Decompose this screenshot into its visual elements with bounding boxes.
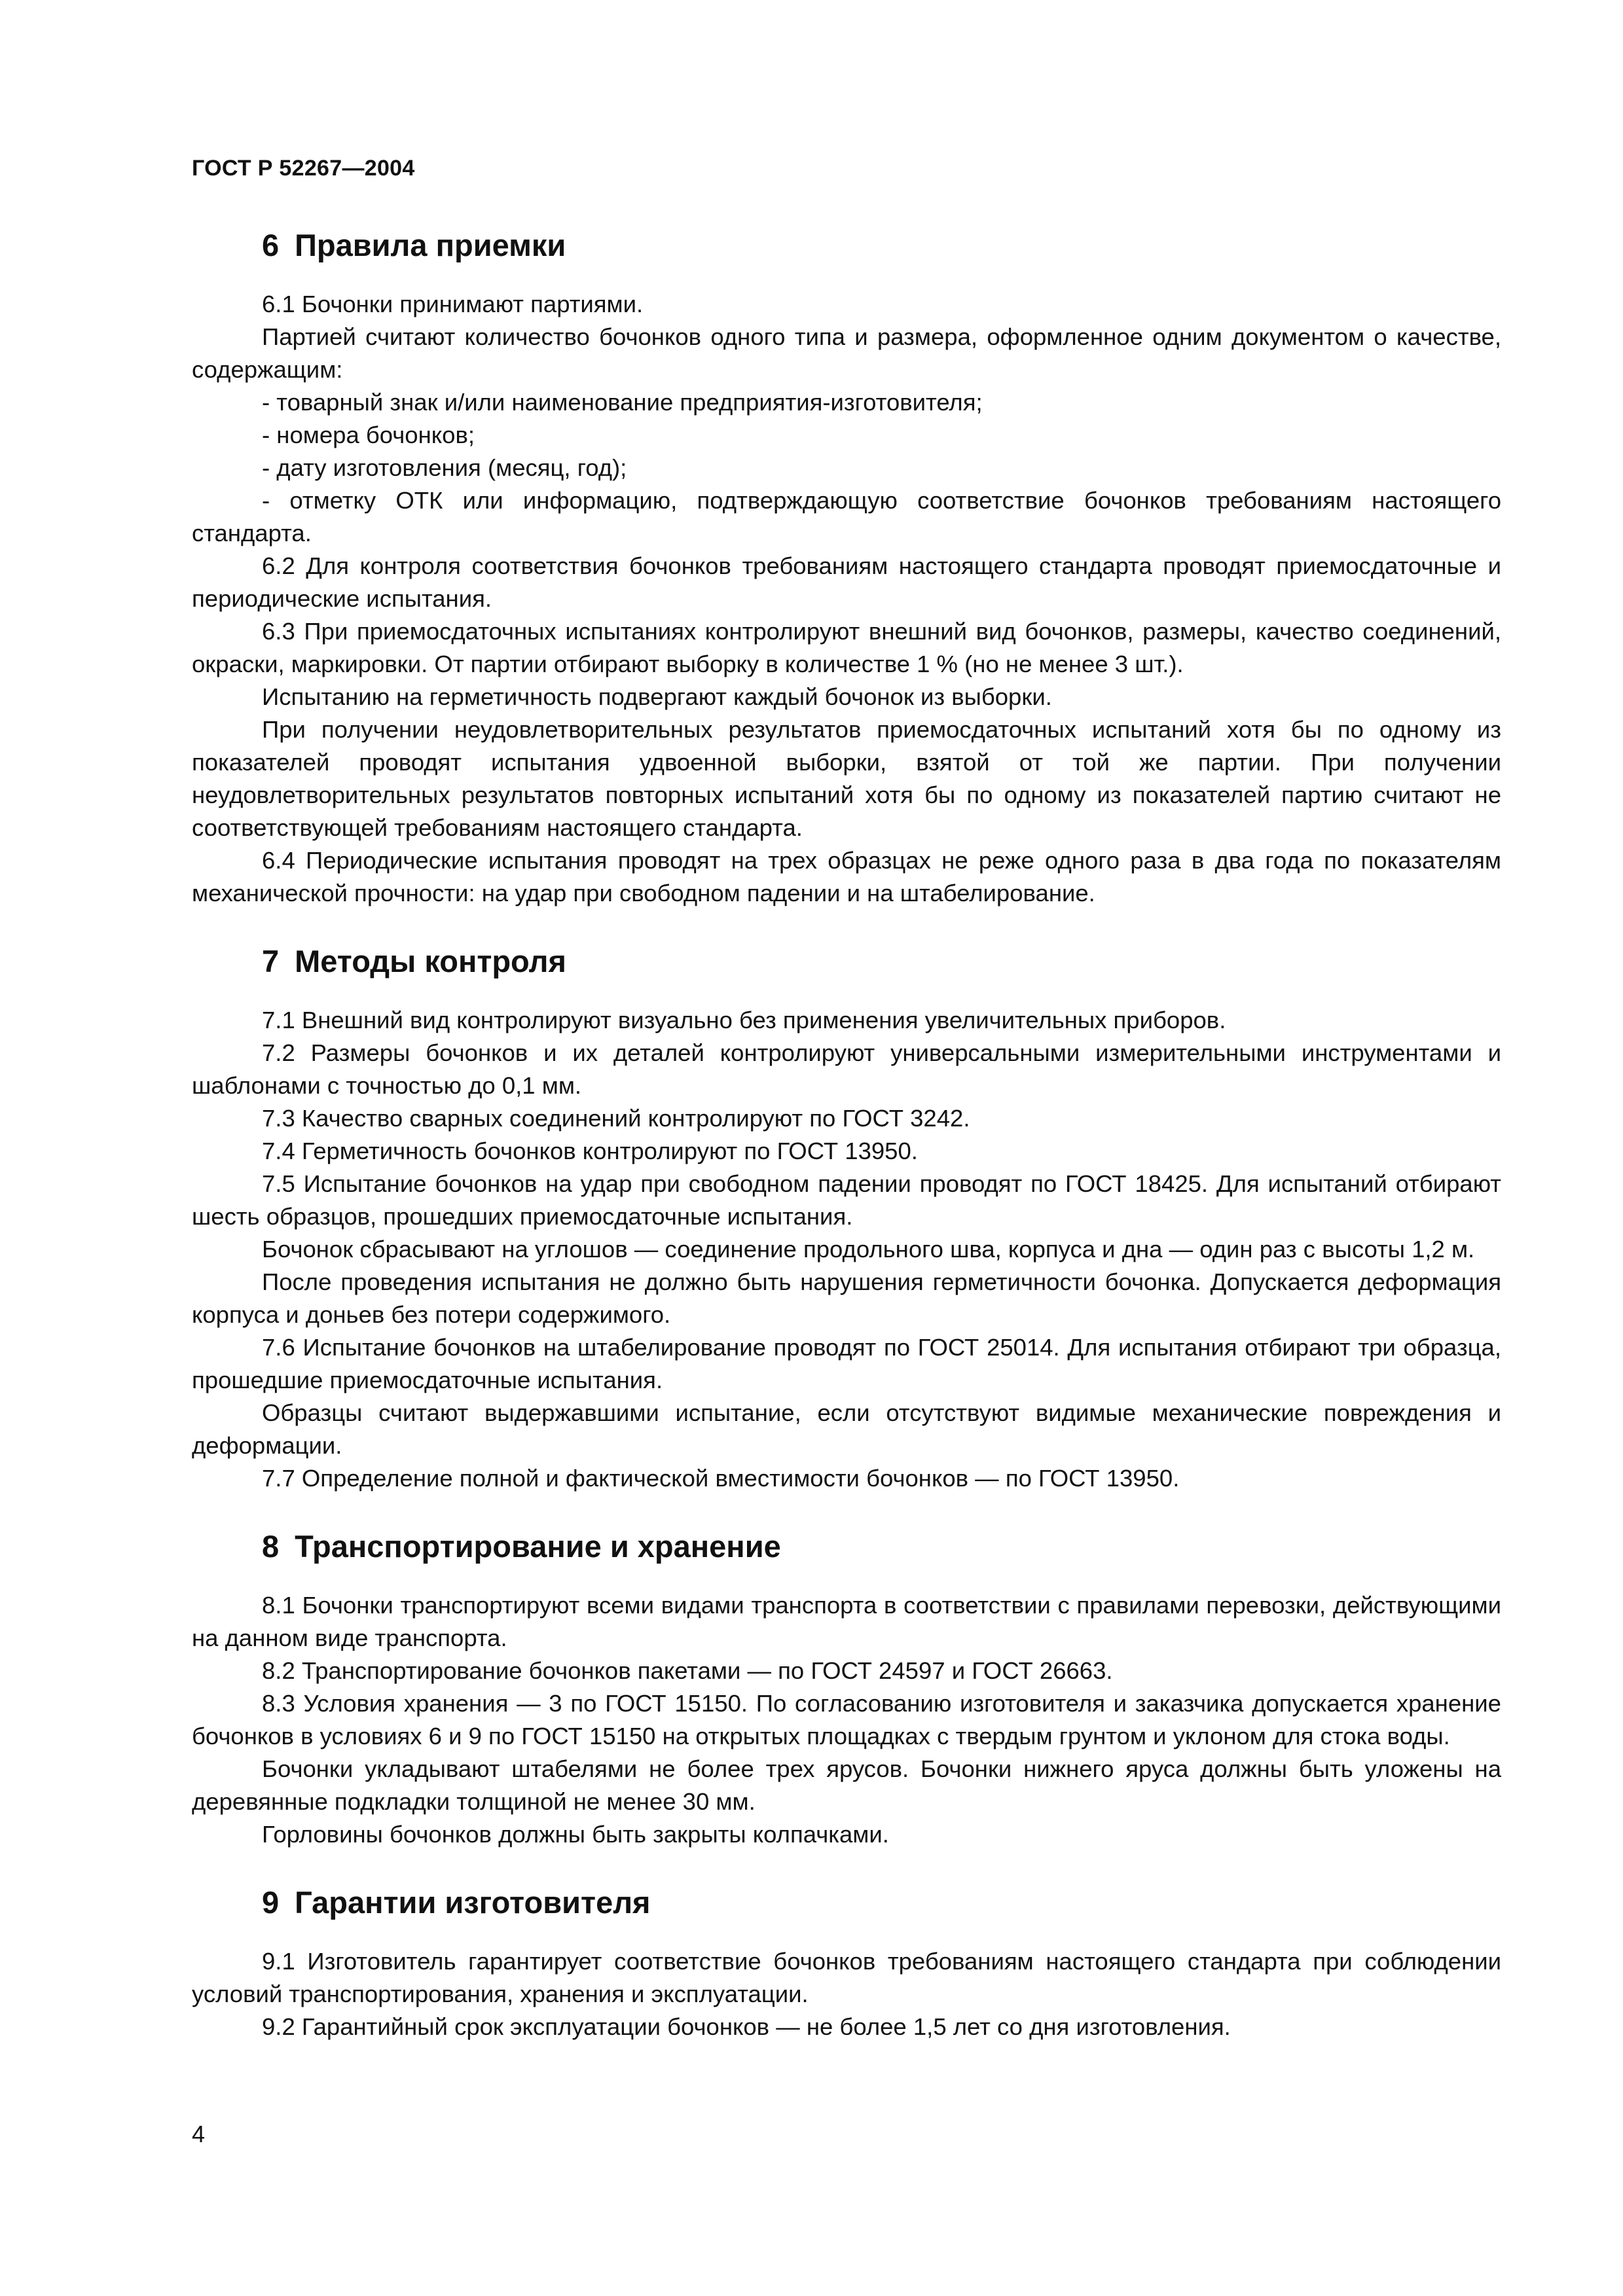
section-heading bbox=[192, 1880, 1501, 1926]
paragraph: При получении неудовлетворительных результатов приемосдаточных испытаний хотя бы по одному из показателей проводят испытания удвоенной выборки, взятой от той же партии. При получении неудовлетворительных результатов повторных испытаний хотя бы по одному из показателей партию считают не соответствующей требованиям настоящего стандарта. bbox=[192, 716, 1501, 841]
paragraph: 7.5 Испытание бочонков на удар при свободном падении проводят по ГОСТ 18425. Для испытаний отбирают шесть образцов, прошедших приемосдаточные испытания. bbox=[192, 1170, 1501, 1230]
paragraph: 7.6 Испытание бочонков на штабелирование проводят по ГОСТ 25014. Для испытания отбирают три образца, прошедшие приемосдаточные испытания. bbox=[192, 1334, 1501, 1393]
section-heading bbox=[192, 939, 1501, 984]
document-body bbox=[192, 223, 1501, 2043]
list-item: - номера бочонков; bbox=[262, 422, 475, 448]
paragraph: 6.2 Для контроля соответствия бочонков требованиям настоящего стандарта проводят приемосдаточные и периодические испытания. bbox=[192, 552, 1501, 612]
section-number: 6 bbox=[262, 228, 280, 262]
page-number: 4 bbox=[192, 2121, 206, 2147]
paragraph: Горловины бочонков должны быть закрыты колпачками. bbox=[262, 1821, 889, 1848]
section-heading bbox=[192, 1524, 1501, 1570]
paragraph: Бочонок сбрасывают на углошов — соединение продольного шва, корпуса и дна — один раз с высоты 1,2 м. bbox=[262, 1236, 1475, 1263]
section-title: Транспортирование и хранение bbox=[295, 1529, 781, 1564]
section-title: Методы контроля bbox=[295, 944, 566, 978]
section-number: 9 bbox=[262, 1885, 280, 1920]
section-manufacturer-guarantees bbox=[192, 1880, 1501, 2043]
paragraph: 9.1 Изготовитель гарантирует соответствие бочонков требованиям настоящего стандарта при соблюдении условий транспортирования, хранения и эксплуатации. bbox=[192, 1948, 1501, 2007]
paragraph: Бочонки укладывают штабелями не более трех ярусов. Бочонки нижнего яруса должны быть уложены на деревянные подкладки толщиной не менее 30 мм. bbox=[192, 1755, 1501, 1815]
paragraph: 8.1 Бочонки транспортируют всеми видами транспорта в соответствии с правилами перевозки, действующими на данном виде транспорта. bbox=[192, 1592, 1501, 1651]
section-acceptance-rules bbox=[192, 223, 1501, 910]
section-transport-storage bbox=[192, 1524, 1501, 1851]
paragraph: 7.3 Качество сварных соединений контролируют по ГОСТ 3242. bbox=[262, 1105, 970, 1132]
paragraph: 8.2 Транспортирование бочонков пакетами — по ГОСТ 24597 и ГОСТ 26663. bbox=[262, 1657, 1113, 1684]
paragraph: Образцы считают выдержавшими испытание, если отсутствуют видимые механические повреждения и деформации. bbox=[192, 1399, 1501, 1459]
section-title: Правила приемки bbox=[295, 228, 566, 262]
paragraph: После проведения испытания не должно быть нарушения герметичности бочонка. Допускается деформация корпуса и доньев без потери содержимого. bbox=[192, 1268, 1501, 1328]
section-number: 8 bbox=[262, 1529, 280, 1564]
paragraph: 7.4 Герметичность бочонков контролируют по ГОСТ 13950. bbox=[262, 1138, 918, 1164]
document-code-header: ГОСТ Р 52267—2004 bbox=[192, 156, 415, 181]
paragraph: 7.1 Внешний вид контролируют визуально без применения увеличительных приборов. bbox=[262, 1007, 1226, 1033]
paragraph: 7.7 Определение полной и фактической вместимости бочонков — по ГОСТ 13950. bbox=[262, 1465, 1180, 1492]
paragraph: 6.1 Бочонки принимают партиями. bbox=[262, 291, 644, 317]
paragraph: 6.4 Периодические испытания проводят на трех образцах не реже одного раза в два года по показателям механической прочности: на удар при свободном падении и на штабелирование. bbox=[192, 847, 1501, 906]
list-item: - дату изготовления (месяц, год); bbox=[262, 454, 627, 481]
list-item: - товарный знак и/или наименование предприятия-изготовителя; bbox=[262, 389, 983, 416]
paragraph: 9.2 Гарантийный срок эксплуатации бочонков — не более 1,5 лет со дня изготовления. bbox=[262, 2013, 1231, 2040]
paragraph: 7.2 Размеры бочонков и их деталей контролируют универсальными измерительными инструментами и шаблонами с точностью до 0,1 мм. bbox=[192, 1039, 1501, 1099]
section-title: Гарантии изготовителя bbox=[295, 1885, 651, 1920]
paragraph: Партией считают количество бочонков одного типа и размера, оформленное одним документом о качестве, содержащим: bbox=[192, 323, 1501, 383]
paragraph: Испытанию на герметичность подвергают каждый бочонок из выборки. bbox=[262, 683, 1052, 710]
paragraph: 8.3 Условия хранения — 3 по ГОСТ 15150. По согласованию изготовителя и заказчика допускается хранение бочонков в условиях 6 и 9 по ГОСТ 15150 на открытых площадках с твердым грунтом и уклоном для стока воды. bbox=[192, 1690, 1501, 1749]
section-control-methods bbox=[192, 939, 1501, 1495]
section-number: 7 bbox=[262, 944, 280, 978]
paragraph: 6.3 При приемосдаточных испытаниях контролируют внешний вид бочонков, размеры, качество соединений, окраски, маркировки. От партии отбирают выборку в количестве 1 % (но не менее 3 шт.). bbox=[192, 618, 1501, 677]
list-item: - отметку ОТК или информацию, подтверждающую соответствие бочонков требованиям настоящего стандарта. bbox=[192, 487, 1501, 547]
section-heading bbox=[192, 223, 1501, 268]
